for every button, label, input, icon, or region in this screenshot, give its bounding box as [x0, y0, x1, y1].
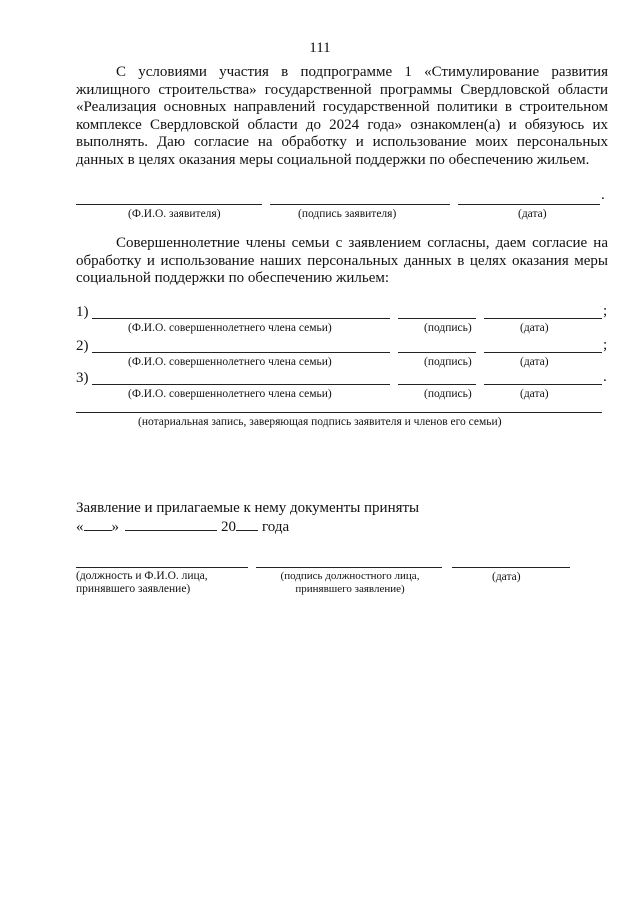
- family-member-end-mark: ;: [603, 303, 608, 319]
- official-position-line: [76, 567, 248, 568]
- family-member-signature-label: (подпись): [424, 356, 472, 368]
- notary-line: [76, 412, 602, 413]
- official-signature-line: [256, 567, 442, 568]
- family-member-fio-label: (Ф.И.О. совершеннолетнего члена семьи): [128, 356, 332, 368]
- family-member-fio-line: [92, 384, 390, 385]
- family-member-signature-line: [398, 384, 476, 385]
- family-member-signature-line: [398, 352, 476, 353]
- date-close-quote: »: [111, 519, 119, 535]
- family-member-date-line: [484, 318, 602, 319]
- family-consent-paragraph-text: Совершеннолетние члены семьи с заявлением согласны, даем согласие на обработку и использование наших персональных данных в целях оказания меры социальной поддержки по обеспечению жильем:: [76, 235, 608, 287]
- family-member-date-line: [484, 352, 602, 353]
- family-consent-paragraph: [76, 235, 608, 288]
- applicant-date-line: [458, 204, 600, 205]
- consent-paragraph-text: С условиями участия в подпрограмме 1 «Стимулирование развития жилищного строительства» государственной программы Свердловской области «Реализация основных направлений государственной политики в строительном комплексе Свердловской области до 2024 года» ознакомлен(а) и обязуюсь их выполнять. Даю согласие на обработку и использование моих персональных данных в целях оказания меры социальной поддержки по обеспечению жильем.: [76, 64, 608, 168]
- official-signature-label-line1: (подпись должностного лица,: [280, 570, 420, 582]
- official-date-label: (дата): [492, 571, 521, 583]
- date-open-quote: «: [76, 519, 84, 535]
- official-position-label: [76, 570, 208, 596]
- family-member-date-label: (дата): [520, 322, 549, 334]
- official-position-label-line2: принявшего заявление): [76, 583, 191, 595]
- official-position-label-line1: (должность и Ф.И.О. лица,: [76, 570, 208, 582]
- family-member-fio-label: (Ф.И.О. совершеннолетнего члена семьи): [128, 322, 332, 334]
- family-member-date-label: (дата): [520, 388, 549, 400]
- family-member-date-line: [484, 384, 602, 385]
- applicant-signature-label: (подпись заявителя): [298, 208, 397, 220]
- page-number: 111: [309, 40, 331, 56]
- acceptance-date-line: [76, 518, 289, 536]
- applicant-fio-line: [76, 204, 262, 205]
- year-prefix: 20: [221, 519, 236, 535]
- official-signature-label: [262, 570, 438, 596]
- family-member-end-mark: ;: [603, 337, 608, 353]
- applicant-date-label: (дата): [518, 208, 547, 220]
- family-member-end-mark: .: [603, 369, 607, 385]
- official-date-line: [452, 567, 570, 568]
- family-member-fio-label: (Ф.И.О. совершеннолетнего члена семьи): [128, 388, 332, 400]
- family-member-signature-line: [398, 318, 476, 319]
- family-member-fio-line: [92, 352, 390, 353]
- year-suffix: года: [262, 519, 290, 535]
- acceptance-title: Заявление и прилагаемые к нему документы приняты: [76, 500, 420, 516]
- family-member-signature-label: (подпись): [424, 322, 472, 334]
- family-member-date-label: (дата): [520, 356, 549, 368]
- family-member-number: 3): [76, 370, 89, 386]
- month-blank: [125, 518, 217, 531]
- applicant-fio-label: (Ф.И.О. заявителя): [128, 208, 221, 220]
- year-blank: [236, 518, 258, 531]
- family-member-number: 1): [76, 304, 89, 320]
- family-member-signature-label: (подпись): [424, 388, 472, 400]
- applicant-end-mark: .: [601, 187, 605, 203]
- day-blank: [84, 518, 112, 531]
- official-signature-label-line2: принявшего заявление): [295, 583, 405, 595]
- family-member-fio-line: [92, 318, 390, 319]
- consent-paragraph: [76, 64, 608, 170]
- family-member-number: 2): [76, 338, 89, 354]
- notary-label: (нотариальная запись, заверяющая подпись заявителя и членов его семьи): [138, 416, 502, 428]
- applicant-signature-line: [270, 204, 450, 205]
